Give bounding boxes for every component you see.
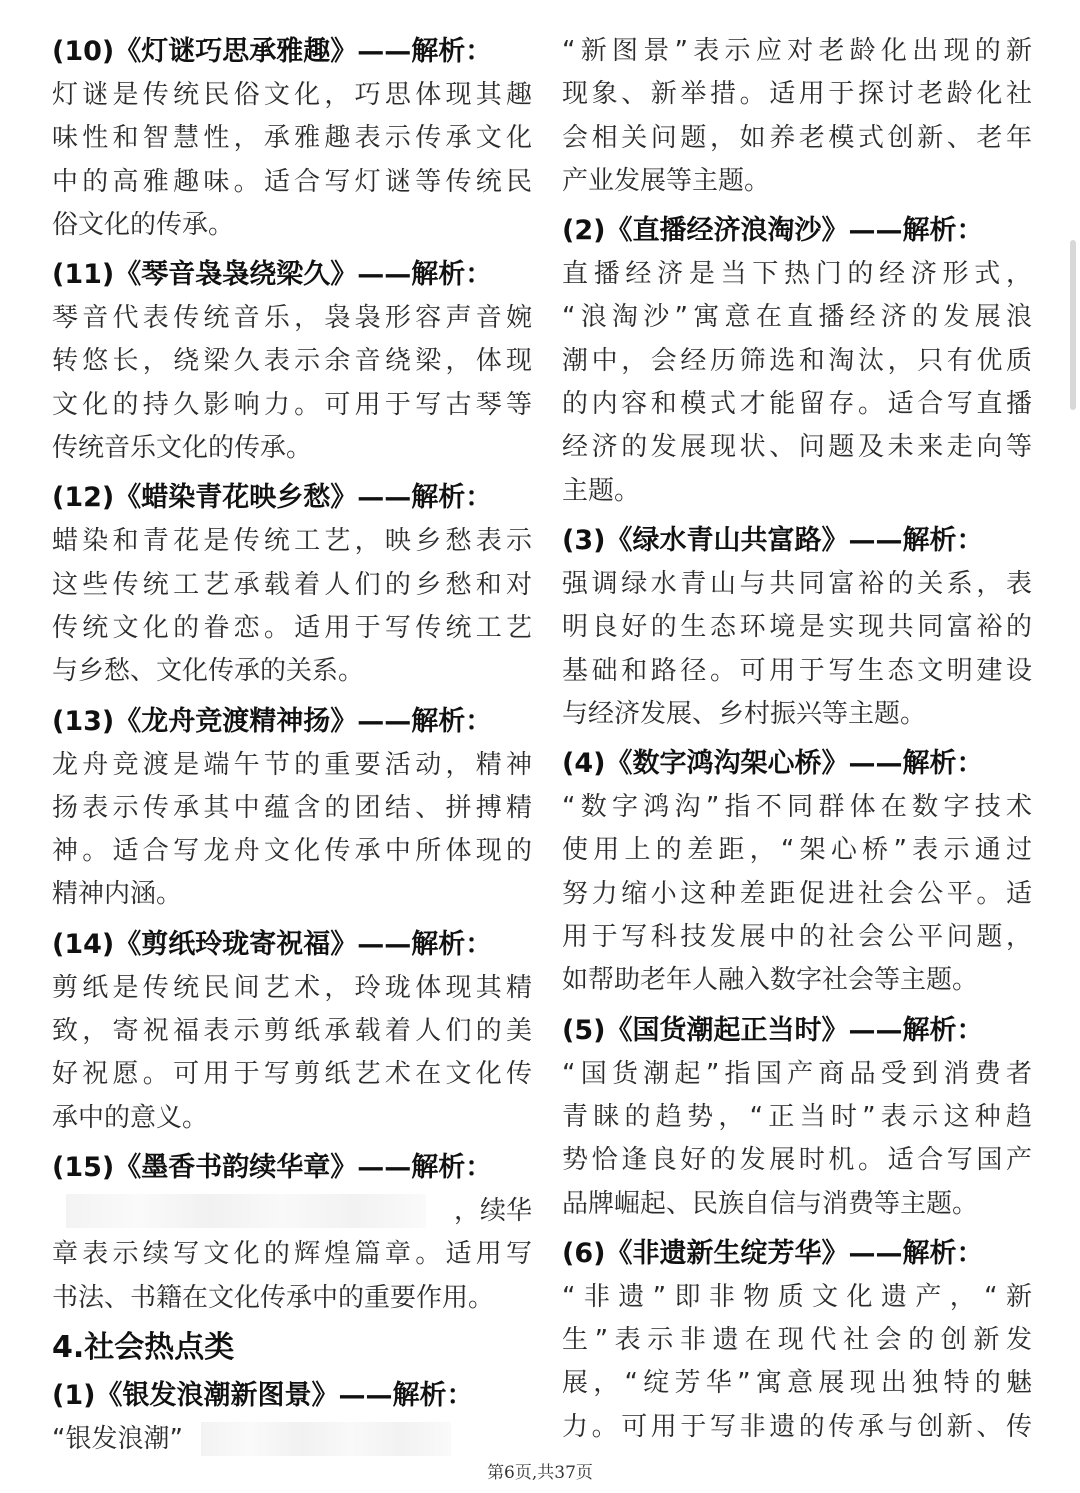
entry-heading: (6)《非遗新生绽芳华》——解析： bbox=[562, 1237, 984, 1269]
body-line bbox=[52, 1190, 532, 1233]
body-line: “国货潮起”指国产商品受到消费者 bbox=[562, 1058, 1032, 1089]
entry-s5 bbox=[562, 1009, 1032, 1226]
entry-heading: (3)《绿水青山共富路》——解析： bbox=[562, 524, 984, 556]
entry-heading: (5)《国货潮起正当时》——解析： bbox=[562, 1014, 984, 1046]
body-line: “新图景”表示应对老龄化出现的新 bbox=[562, 36, 1032, 66]
body-line: 展，“绽芳华”寓意展现出独特的魅 bbox=[562, 1368, 1032, 1399]
page-number: 第6页,共37页 bbox=[487, 1463, 593, 1483]
body-line: 生”表示非遗在现代社会的创新发 bbox=[562, 1325, 1032, 1356]
entry-s1 bbox=[52, 1374, 532, 1461]
body-line: 神。适合写龙舟文化传承中所体现的 bbox=[52, 836, 532, 867]
body-line: 书法、书籍在文化传承中的重要作用。 bbox=[52, 1282, 495, 1313]
body-line: 力。可用于写非遗的传承与创新、传 bbox=[562, 1411, 1032, 1442]
body-line: 基础和路径。可用于写生态文明建设 bbox=[562, 655, 1032, 686]
body-line: 明良好的生态环境是实现共同富裕的 bbox=[562, 612, 1032, 643]
body-line: 青睐的趋势，“正当时”表示这种趋 bbox=[562, 1101, 1032, 1132]
left-column bbox=[52, 30, 532, 1467]
body-line: “非遗”即非物质文化遗产，“新 bbox=[562, 1281, 1032, 1312]
entry-heading: (15)《墨香书韵续华章》——解析： bbox=[52, 1151, 493, 1183]
body-line: 主题。 bbox=[562, 475, 641, 506]
body-line: 与乡愁、文化传承的关系。 bbox=[52, 656, 365, 687]
entry-15 bbox=[52, 1146, 532, 1320]
section-heading: 4.社会热点类 bbox=[52, 1329, 235, 1365]
body-line: 章表示续写文化的辉煌篇章。适用写 bbox=[52, 1239, 532, 1270]
body-line: 中的高雅趣味。适合写灯谜等传统民 bbox=[52, 166, 532, 197]
body-line: 强调绿水青山与共同富裕的关系，表 bbox=[562, 568, 1032, 599]
body-line: 剪纸是传统民间艺术，玲珑体现其精 bbox=[52, 972, 532, 1003]
body-line: 与经济发展、乡村振兴等主题。 bbox=[562, 698, 927, 729]
right-column bbox=[562, 30, 1032, 1455]
entry-s3 bbox=[562, 519, 1032, 736]
body-line: 势恰逢良好的发展时机。适合写国产 bbox=[562, 1145, 1032, 1176]
redacted-text bbox=[201, 1422, 451, 1456]
body-line: 龙舟竞渡是端午节的重要活动，精神 bbox=[52, 749, 532, 780]
body-line: 潮中，会经历筛选和淘汰，只有优质 bbox=[562, 345, 1032, 376]
body-line: 灯谜是传统民俗文化，巧思体现其趣 bbox=[52, 80, 532, 110]
body-line: “数字鸿沟”指不同群体在数字技术 bbox=[562, 792, 1032, 823]
body-line bbox=[52, 1418, 532, 1461]
entry-heading: (14)《剪纸玲珑寄祝福》——解析： bbox=[52, 928, 493, 960]
entry-heading: (2)《直播经济浪淘沙》——解析： bbox=[562, 215, 984, 247]
body-line-head: “银发浪潮” bbox=[52, 1423, 183, 1454]
body-line: 好祝愿。可用于写剪纸艺术在文化传 bbox=[52, 1059, 532, 1090]
body-line: 精神内涵。 bbox=[52, 879, 183, 910]
entry-s2 bbox=[562, 209, 1032, 513]
body-line: 经济的发展现状、问题及未来走向等 bbox=[562, 432, 1032, 463]
entry-14 bbox=[52, 923, 532, 1140]
body-line: 琴音代表传统音乐，袅袅形容声音婉 bbox=[52, 303, 532, 334]
body-line: 现象、新举措。适用于探讨老龄化社 bbox=[562, 79, 1032, 110]
entry-11 bbox=[52, 253, 532, 470]
entry-heading: (10)《灯谜巧思承雅趣》——解析： bbox=[52, 36, 493, 67]
body-line: 致，寄祝福表示剪纸承载着人们的美 bbox=[52, 1016, 532, 1047]
entry-heading: (11)《琴音袅袅绕梁久》——解析： bbox=[52, 259, 493, 291]
scrollbar-thumb[interactable] bbox=[1070, 240, 1076, 410]
entry-s6 bbox=[562, 1232, 1032, 1449]
body-line: 承中的意义。 bbox=[52, 1102, 209, 1133]
entry-heading: (12)《蜡染青花映乡愁》——解析： bbox=[52, 482, 493, 514]
body-line: 蜡染和青花是传统工艺，映乡愁表示 bbox=[52, 526, 532, 557]
body-line: 直播经济是当下热门的经济形式， bbox=[562, 259, 1032, 290]
redacted-text bbox=[66, 1194, 426, 1228]
body-line: 使用上的差距，“架心桥”表示通过 bbox=[562, 835, 1032, 866]
body-line: 这些传统工艺承载着人们的乡愁和对 bbox=[52, 569, 532, 600]
body-line: 如帮助老年人融入数字社会等主题。 bbox=[562, 965, 979, 996]
body-line: 味性和智慧性，承雅趣表示传承文化 bbox=[52, 123, 532, 154]
body-line: 转悠长，绕梁久表示余音绕梁，体现 bbox=[52, 346, 532, 377]
body-line-tail: ，续华 bbox=[453, 1195, 532, 1226]
body-line: 努力缩小这种差距促进社会公平。适 bbox=[562, 878, 1032, 909]
entry-heading: (13)《龙舟竞渡精神扬》——解析： bbox=[52, 705, 493, 737]
body-line: 扬表示传承其中蕴含的团结、拼搏精 bbox=[52, 792, 532, 823]
entry-heading: (1)《银发浪潮新图景》——解析： bbox=[52, 1379, 474, 1411]
body-line: 俗文化的传承。 bbox=[52, 209, 235, 240]
entry-13 bbox=[52, 700, 532, 917]
entry-s4 bbox=[562, 742, 1032, 1002]
entry-s1-continued bbox=[562, 30, 1032, 203]
body-line: 文化的持久影响力。可用于写古琴等 bbox=[52, 389, 532, 420]
entry-10 bbox=[52, 30, 532, 247]
body-line: 的内容和模式才能留存。适合写直播 bbox=[562, 389, 1032, 420]
body-line: 传统文化的眷恋。适用于写传统工艺 bbox=[52, 612, 532, 643]
body-line: “浪淘沙”寓意在直播经济的发展浪 bbox=[562, 302, 1032, 333]
body-line: 品牌崛起、民族自信与消费等主题。 bbox=[562, 1188, 979, 1219]
body-line: 产业发展等主题。 bbox=[562, 165, 771, 196]
entry-heading: (4)《数字鸿沟架心桥》——解析： bbox=[562, 748, 984, 780]
body-line: 用于写科技发展中的社会公平问题， bbox=[562, 922, 1032, 953]
body-line: 传统音乐文化的传承。 bbox=[52, 433, 313, 464]
entry-12 bbox=[52, 476, 532, 693]
body-line: 会相关问题，如养老模式创新、老年 bbox=[562, 122, 1032, 153]
